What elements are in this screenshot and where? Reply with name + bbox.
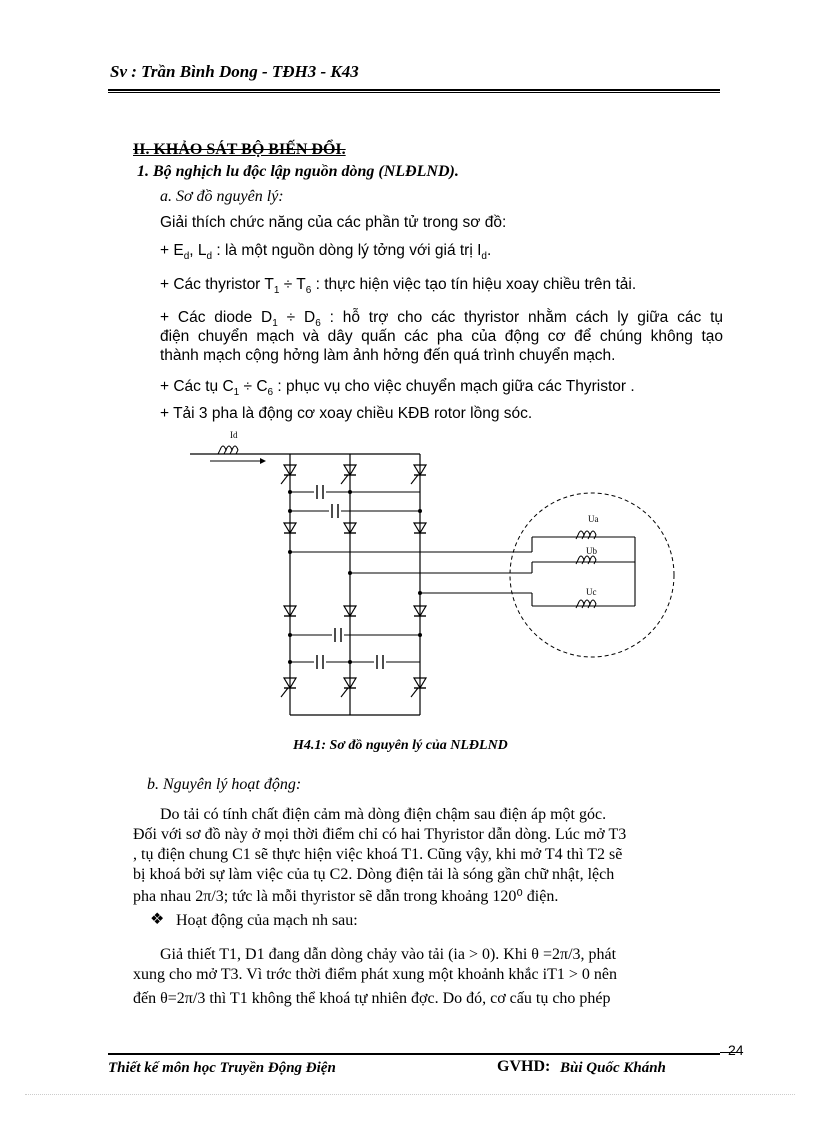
- label-ub: Ub: [586, 546, 597, 556]
- page-bottom-dotted: [25, 1094, 795, 1095]
- label-ua: Ua: [588, 514, 599, 524]
- item-5: + Tải 3 pha là động cơ xoay chiều KĐB rotor lồng sóc.: [160, 405, 533, 422]
- footer-gvhd-label: GVHD:: [497, 1058, 551, 1075]
- label-uc: Uc: [586, 587, 597, 597]
- header-rule-thin: [108, 92, 720, 93]
- bullet-icon: ❖: [150, 911, 165, 928]
- p1-line5: pha nhau 2π/3; tức là mỗi thyristor sẽ dẫn trong khoảng 120⁰ điện.: [133, 888, 559, 905]
- page-number: 24: [728, 1042, 744, 1058]
- p3-line1: Giả thiết T1, D1 đang dẫn dòng chảy vào tải (ia > 0). Khi θ =2π/3, phát: [160, 946, 617, 963]
- footer-rule: [108, 1053, 720, 1055]
- subsection-b-title: b. Nguyên lý hoạt động:: [147, 776, 302, 793]
- item-4: + Các tụ $C_1 \div C_6$ : phục vụ cho việc chuyển mạch giữa các Thyristor .: [160, 378, 635, 399]
- p3-line2: xung cho mở T3. Vì trớc thời điểm phát xung một khoảnh khắc iT1 > 0 nên: [133, 966, 617, 983]
- header-student: Sv : Trần Bình Dong - TĐH3 - K43: [110, 62, 359, 81]
- section-title: II. KHẢO SÁT BỘ BIẾN ĐỔI.: [133, 141, 346, 158]
- footer-course: Thiết kế môn học Truyền Động Điện: [108, 1060, 336, 1076]
- p1-line1: Do tải có tính chất điện cảm mà dòng điện chậm sau điện áp một góc.: [160, 806, 607, 823]
- p2: Hoạt động của mạch nh sau:: [176, 912, 358, 929]
- p1-line2: Đối với sơ đồ này ở mọi thời điểm chỉ có hai Thyristor dẫn dòng. Lúc mở T3: [133, 826, 627, 843]
- p1-line3: , tụ điện chung C1 sẽ thực hiện việc khoá T1. Cũng vậy, khi mở T4 thì T2 sẽ: [133, 846, 623, 863]
- item-3-line3: thành mạch cộng hởng làm ảnh hởng đến quá trình chuyển mạch.: [160, 347, 616, 364]
- section-subtitle: 1. Bộ nghịch lu độc lập nguồn dòng (NLĐLND).: [137, 163, 459, 180]
- header-rule: [108, 89, 720, 91]
- circuit-diagram: [180, 425, 700, 725]
- intro-text: Giải thích chức năng của các phần tử trong sơ đồ:: [160, 214, 507, 231]
- figure-caption: H4.1: Sơ đồ nguyên lý của NLĐLND: [293, 738, 508, 753]
- item-1: + $E_d$, $L_d$ : là một nguồn dòng lý tởng với giá trị $I_d$.: [160, 242, 492, 263]
- subsection-a-title: a. Sơ đồ nguyên lý:: [160, 188, 284, 205]
- label-id: Id: [230, 430, 238, 440]
- footer-teacher: Bùi Quốc Khánh: [560, 1060, 666, 1076]
- p3-line3: đến θ=2π/3 thì T1 không thể khoá tự nhiên đợc. Do đó, cơ cấu tụ cho phép: [133, 990, 611, 1007]
- item-3-line1: + Các diode $D_1 \div D_6$ : hỗ trợ cho các thyristor nhằm cách ly giữa các tụ: [160, 309, 723, 330]
- item-3-line2: điện chuyển mạch và dây quấn các pha của động cơ để chúng không tạo: [160, 328, 723, 345]
- item-2: + Các thyristor $T_1 \div T_6$ : thực hiện việc tạo tín hiệu xoay chiều trên tải.: [160, 276, 637, 297]
- p1-line4: bị khoá bởi sự làm việc của tụ C2. Dòng điện tải là sóng gần chữ nhật, lệch: [133, 866, 615, 883]
